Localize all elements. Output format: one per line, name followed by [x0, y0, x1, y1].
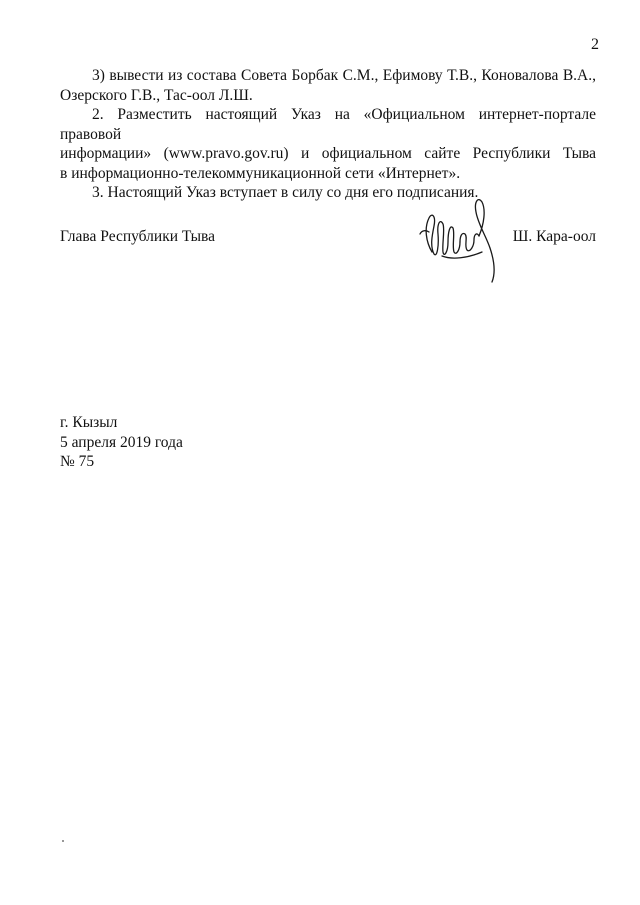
signatory-name: Ш. Кара-оол — [512, 228, 596, 245]
decree-body — [60, 66, 596, 203]
paragraph-line: 2. Разместить настоящий Указ на «Официальном интернет-портале правовой — [60, 106, 596, 143]
paragraph-2-line-3 — [60, 164, 596, 184]
handwritten-signature — [412, 194, 508, 286]
paragraph-line: Озерского Г.В., Тас-оол Л.Ш. — [60, 86, 253, 104]
signature-block — [60, 226, 596, 286]
scan-speck — [62, 840, 64, 842]
paragraph-line: в информационно-телекоммуникационной сети «Интернет». — [60, 164, 461, 182]
signatory-position: Глава Республики Тыва — [60, 228, 216, 245]
paragraph-2-line-2 — [60, 144, 596, 164]
paragraph-item-3 — [60, 66, 596, 86]
paragraph-line: 3) вывести из состава Совета Борбак С.М., Ефимову Т.В., Коновалова В.А., — [92, 67, 596, 84]
issue-date: 5 апреля 2019 года — [60, 433, 183, 451]
paragraph-line: 3. Настоящий Указ вступает в силу со дня его подписания. — [92, 184, 479, 201]
paragraph-item-3-continued — [60, 86, 596, 106]
paragraph-line: информации» (www.pravo.gov.ru) и официальном сайте Республики Тыва — [60, 145, 596, 162]
issue-number: № 75 — [60, 453, 95, 470]
issue-place: г. Кызыл — [60, 414, 118, 431]
issue-details — [60, 413, 183, 472]
page-number: 2 — [591, 36, 599, 53]
paragraph-2 — [60, 105, 596, 144]
paragraph-3 — [60, 183, 596, 203]
